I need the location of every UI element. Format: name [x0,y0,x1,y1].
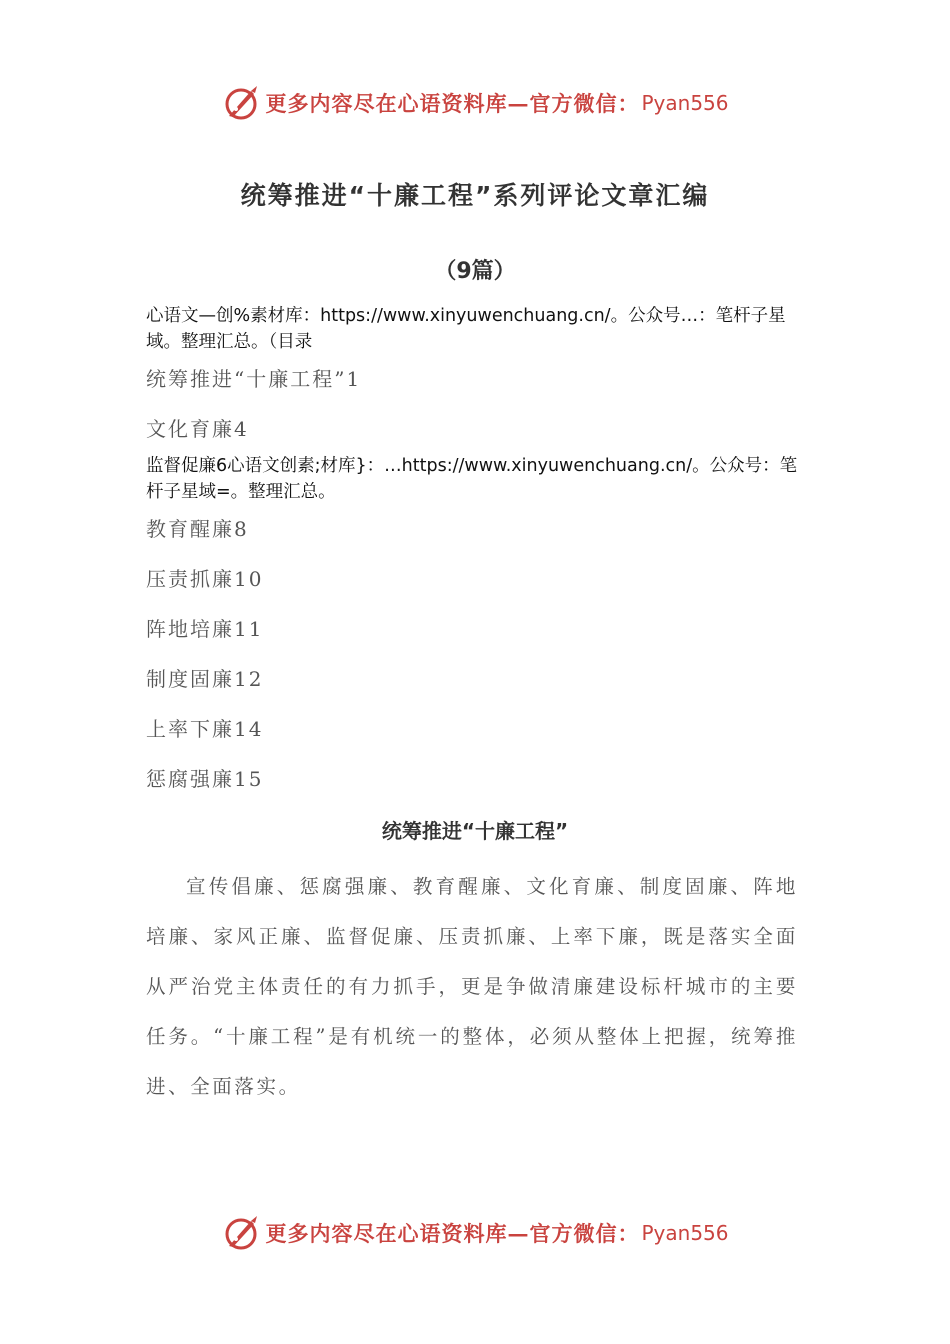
article-count: （9篇） [434,259,516,284]
banner-wechat-id: Pyan556 [641,1221,729,1245]
toc-item: 制度固廉12 [146,667,264,691]
source-note: 监督促廉6心语文创素;材库}：…https://www.xinyuwenchuang.cn/。公众号：笔杆子星域=。整理汇总。 [146,456,798,502]
toc-item: 教育醒廉8 [146,517,249,541]
toc-item: 惩腐强廉15 [146,767,264,791]
toc-item: 阵地培廉11 [146,617,264,641]
toc-item: 上率下廉14 [146,717,264,741]
quill-pen-logo-icon [221,83,261,123]
header-banner [0,80,950,126]
body-paragraph: 宣传倡廉、惩腐强廉、教育醒廉、文化育廉、制度固廉、阵地培廉、家风正廉、监督促廉、压责抓廉、上率下廉，既是落实全面从严治党主体责任的有力抓手，更是争做清廉建设标杆城市的主要任务。“十廉工程”是有机统一的整体，必须从整体上把握，统筹推进、全面落实。 [146,875,798,1098]
banner-text: 更多内容尽在心语资料库—官方微信： [265,1221,640,1246]
document-title: 统筹推进“十廉工程”系列评论文章汇编 [240,181,710,210]
banner-text: 更多内容尽在心语资料库—官方微信： [265,91,640,116]
source-note: 心语文—创%素材库：https://www.xinyuwenchuang.cn/。公众号…：笔杆子星域。整理汇总。（目录 [146,306,786,352]
banner-wechat-id: Pyan556 [641,91,729,115]
section-title: 统筹推进“十廉工程” [381,819,569,843]
toc-item: 压责抓廉10 [146,567,264,591]
toc-item: 文化育廉4 [146,417,249,441]
toc-item: 统筹推进“十廉工程”1 [146,367,362,391]
quill-pen-logo-icon [221,1213,261,1253]
footer-banner [0,1210,950,1256]
